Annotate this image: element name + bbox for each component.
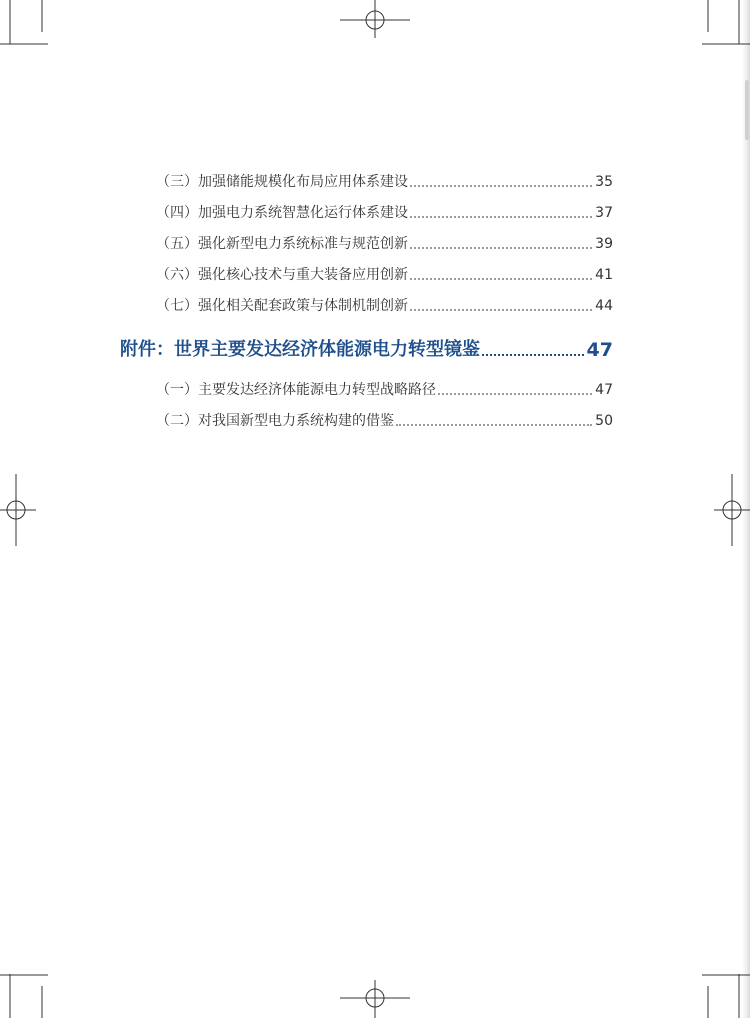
toc-entry-label: （五）强化新型电力系统标准与规范创新: [156, 236, 408, 252]
toc-leader-dots: [410, 185, 592, 187]
toc-entry-label: （四）加强电力系统智慧化运行体系建设: [156, 205, 408, 221]
toc-leader-dots: [410, 309, 592, 311]
toc-entry-page: 37: [595, 205, 613, 221]
toc-leader-dots: [410, 216, 592, 218]
toc-entry[interactable]: [0, 266, 750, 284]
toc-entry[interactable]: [0, 381, 750, 399]
toc-entry-page: 50: [595, 413, 613, 429]
toc-entry[interactable]: [0, 204, 750, 222]
toc-entry-label: （七）强化相关配套政策与体制机制创新: [156, 298, 408, 314]
toc-leader-dots: [410, 247, 592, 249]
toc-entry-label: （六）强化核心技术与重大装备应用创新: [156, 267, 408, 283]
toc-appendix-page: 47: [586, 339, 613, 361]
toc-entry[interactable]: [0, 412, 750, 430]
toc-entry-page: 39: [595, 236, 613, 252]
toc-appendix-label: 附件：世界主要发达经济体能源电力转型镜鉴: [120, 339, 480, 360]
toc-entry[interactable]: [0, 173, 750, 191]
toc-entry[interactable]: [0, 235, 750, 253]
toc-entry-label: （二）对我国新型电力系统构建的借鉴: [156, 413, 394, 429]
toc-entry-label: （三）加强储能规模化布局应用体系建设: [156, 174, 408, 190]
toc-entry-label: （一）主要发达经济体能源电力转型战略路径: [156, 382, 436, 398]
toc-entry-page: 47: [595, 382, 613, 398]
toc-leader-dots: [438, 393, 592, 395]
toc-entry-page: 41: [595, 267, 613, 283]
toc-entry[interactable]: [0, 297, 750, 315]
toc-leader-dots: [482, 354, 584, 356]
toc-entry-page: 44: [595, 298, 613, 314]
toc-appendix-heading[interactable]: [0, 338, 750, 362]
toc-leader-dots: [410, 278, 592, 280]
toc-entry-page: 35: [595, 174, 613, 190]
toc-leader-dots: [396, 424, 592, 426]
